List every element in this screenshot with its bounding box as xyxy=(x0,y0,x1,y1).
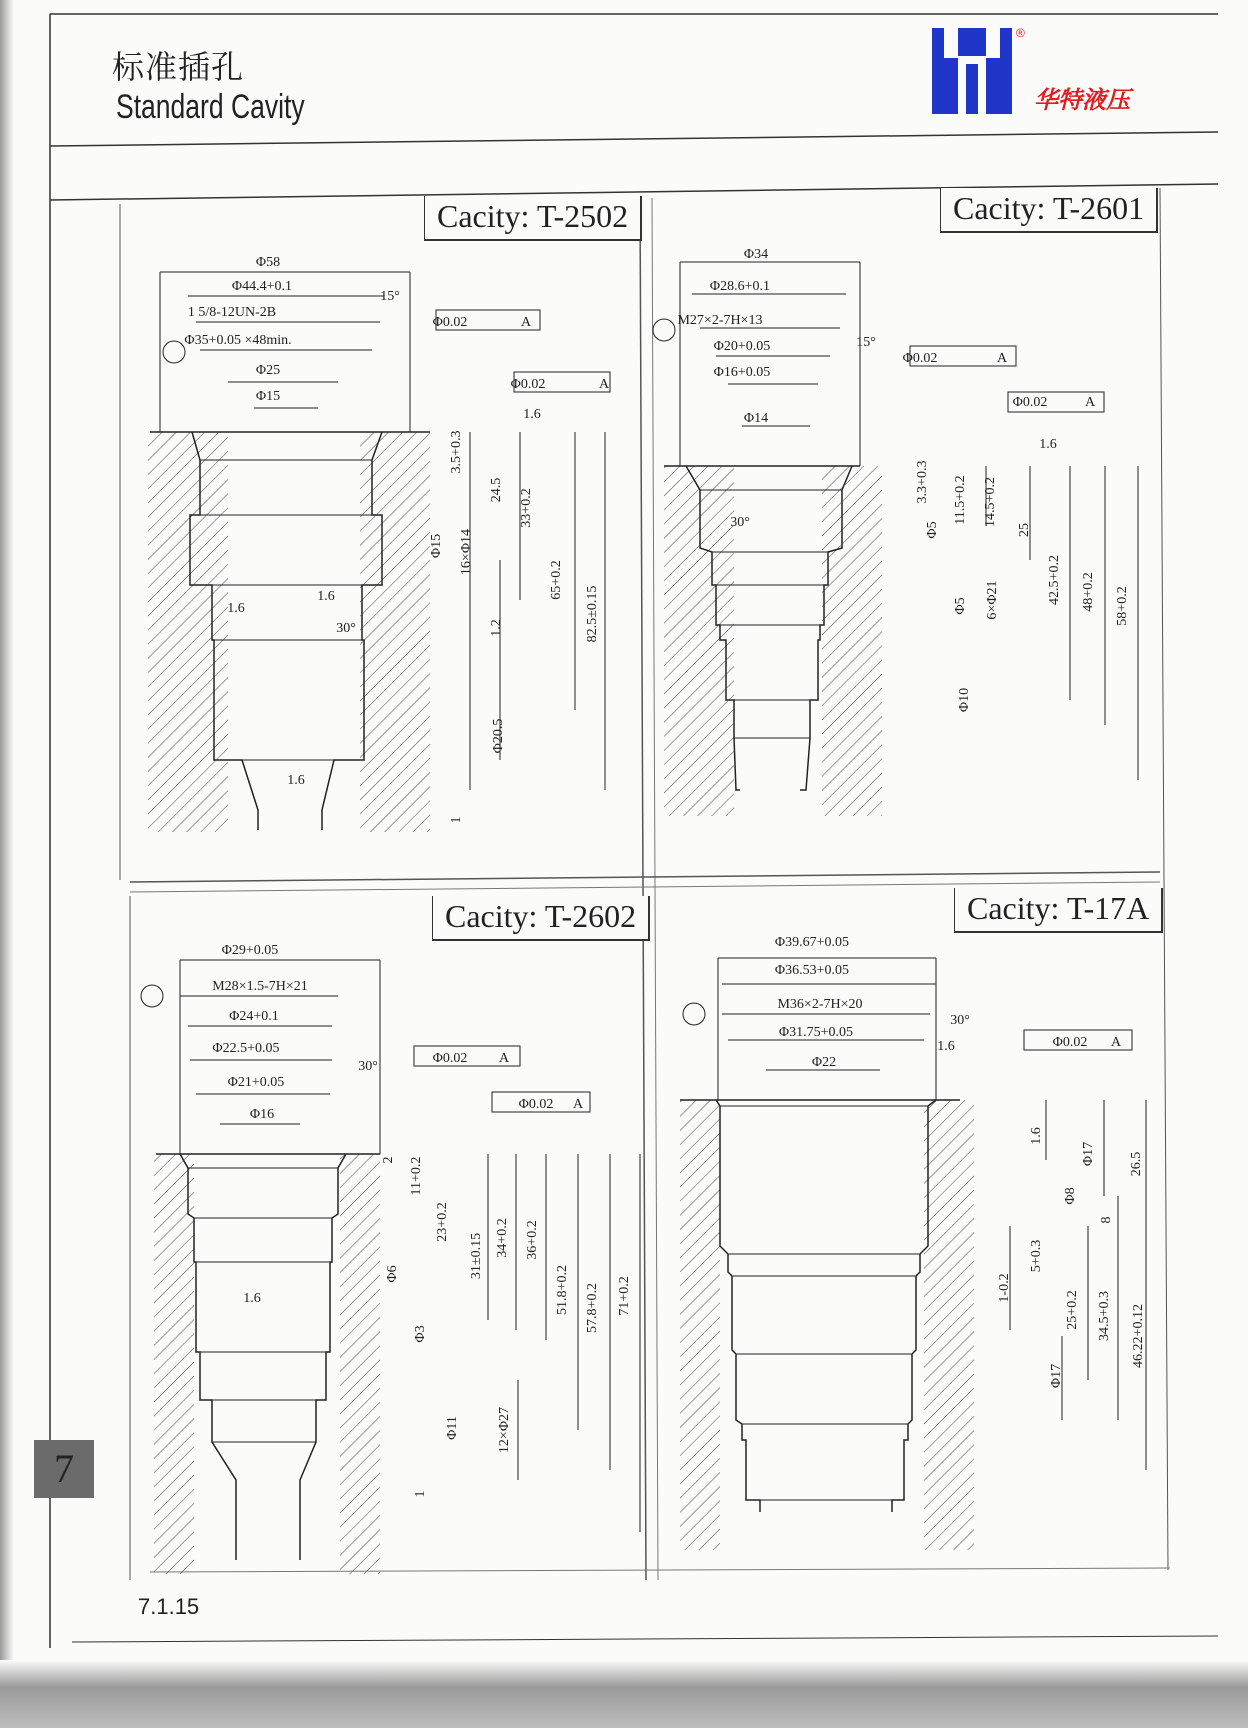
dimension-label: 1.6 xyxy=(287,773,305,788)
dimension-label: Φ0.02 xyxy=(432,1051,468,1066)
cavity-title-t2602: Cacity: T-2602 xyxy=(432,896,650,941)
dimension-label: 11.5+0.2 xyxy=(953,475,968,525)
dimension-label: Φ17 xyxy=(1049,1363,1064,1389)
dimension-label: M27×2-7H×13 xyxy=(677,313,763,328)
dimension-label: Φ5 xyxy=(925,521,940,539)
dimension-label: 1.6 xyxy=(227,601,245,616)
dimension-label: 58+0.2 xyxy=(1115,586,1130,626)
dimension-label: Φ21+0.05 xyxy=(227,1075,285,1090)
dimension-label: 30° xyxy=(336,621,356,636)
dimension-label: 65+0.2 xyxy=(549,560,564,600)
dimension-label: 1.6 xyxy=(937,1039,955,1054)
dimension-label: 30° xyxy=(950,1013,970,1028)
dimension-label: A xyxy=(520,315,532,330)
dimension-label: 25 xyxy=(1017,523,1032,537)
dimension-label: Φ17 xyxy=(1081,1141,1096,1167)
dimension-label: Φ5 xyxy=(953,597,968,615)
dimension-label: Φ22 xyxy=(811,1055,837,1070)
dimension-label: A xyxy=(996,351,1008,366)
dimension-label: Φ35+0.05 ×48min. xyxy=(184,333,292,348)
dimension-label: 1 5/8-12UN-2B xyxy=(187,305,277,320)
dimension-label: 24.5 xyxy=(489,477,504,503)
dimension-label: 11+0.2 xyxy=(409,1156,424,1196)
dimension-label: 51.8+0.2 xyxy=(555,1265,570,1315)
dimension-label: Φ6 xyxy=(385,1265,400,1283)
dimension-label: 30° xyxy=(730,515,750,530)
dimension-label: A xyxy=(498,1051,510,1066)
dimension-label: 1.6 xyxy=(317,589,335,604)
registered-mark: ® xyxy=(1016,26,1025,40)
dimension-label: 82.5±0.15 xyxy=(585,585,600,643)
dimension-label: Φ0.02 xyxy=(1052,1035,1088,1050)
dimension-label: 5+0.3 xyxy=(1029,1239,1044,1273)
dimension-label: 3.5+0.3 xyxy=(449,430,464,474)
dimension-label: 31±0.15 xyxy=(469,1232,484,1280)
dimension-label: Φ28.6+0.1 xyxy=(709,279,771,294)
dimension-label: 34.5+0.3 xyxy=(1097,1291,1112,1341)
t17a-dimension-labels xyxy=(775,935,1146,1388)
dimension-label: Φ22.5+0.05 xyxy=(212,1041,280,1056)
dimension-label: 71+0.2 xyxy=(617,1276,632,1316)
dimension-label: Φ24+0.1 xyxy=(229,1009,279,1024)
dimension-label: Φ34 xyxy=(743,247,769,262)
cavity-title-t2601: Cacity: T-2601 xyxy=(940,188,1158,233)
dimension-label: 26.5 xyxy=(1129,1151,1144,1177)
dimension-label: 33+0.2 xyxy=(519,488,534,528)
dimension-label: Φ0.02 xyxy=(432,315,468,330)
dimension-label: A xyxy=(1110,1035,1122,1050)
page-number-tab: 7 xyxy=(34,1440,94,1498)
dimension-label: 3.3+0.3 xyxy=(915,460,930,504)
cavity-title-t2502: Cacity: T-2502 xyxy=(424,196,642,241)
dimension-label: Φ8 xyxy=(1063,1187,1078,1205)
dimension-label: Φ44.4+0.1 xyxy=(231,279,293,294)
dimension-label: 1.6 xyxy=(1029,1127,1044,1145)
dimension-label: 23+0.2 xyxy=(435,1202,450,1242)
dimension-label: Φ0.02 xyxy=(518,1097,554,1112)
dimension-label: Φ14 xyxy=(743,411,769,426)
cavity-title-t17a: Cacity: T-17A xyxy=(954,888,1163,933)
dimension-label: 1.6 xyxy=(523,407,541,422)
dimension-label: 57.8+0.2 xyxy=(585,1283,600,1333)
dimension-label: 1.2 xyxy=(489,619,504,637)
dimension-label: Φ29+0.05 xyxy=(221,943,279,958)
dimension-label: Φ58 xyxy=(255,255,281,270)
dimension-label: 6×Φ21 xyxy=(985,580,1000,620)
scan-bottom-edge xyxy=(0,1660,1248,1728)
dimension-label: Φ16 xyxy=(249,1107,275,1122)
dimension-label: Φ15 xyxy=(429,533,444,559)
dimension-label: Φ15 xyxy=(255,389,281,404)
t2502-dimension-labels xyxy=(184,255,610,824)
dimension-label: A xyxy=(598,377,610,392)
dimension-label: 12×Φ27 xyxy=(497,1406,512,1454)
header-title-cn: 标准插孔 xyxy=(112,48,245,86)
dimension-label: Φ0.02 xyxy=(1012,395,1048,410)
dimension-label: 36+0.2 xyxy=(525,1220,540,1260)
dimension-label: 15° xyxy=(856,335,876,350)
t2602-dimension-labels xyxy=(212,943,632,1498)
dimension-label: 42.5+0.2 xyxy=(1047,555,1062,605)
page-reference: 7.1.15 xyxy=(138,1594,200,1619)
dimension-label: 1 xyxy=(449,816,464,824)
dimension-label: A xyxy=(572,1097,584,1112)
dimension-label: Φ20+0.05 xyxy=(713,339,771,354)
dimension-label: Φ16+0.05 xyxy=(713,365,771,380)
dimension-label: 14.5+0.2 xyxy=(983,477,998,527)
dimension-label: Φ20.5 xyxy=(491,718,506,754)
t2601-dimension-labels xyxy=(677,247,1130,712)
dimension-label: Φ0.02 xyxy=(902,351,938,366)
dimension-label: 2 xyxy=(381,1156,396,1164)
dimension-label: 16×Φ14 xyxy=(459,528,474,576)
dimension-label: M36×2-7H×20 xyxy=(777,997,863,1012)
dimension-label: 30° xyxy=(358,1059,378,1074)
dimension-label: 1.6 xyxy=(243,1291,261,1306)
dimension-label: Φ25 xyxy=(255,363,281,378)
dimension-label: A xyxy=(1084,395,1096,410)
dimension-label: Φ3 xyxy=(413,1325,428,1343)
dimension-label: Φ10 xyxy=(957,687,972,713)
dimension-label: 34+0.2 xyxy=(495,1218,510,1258)
dimension-label: 1 xyxy=(413,1490,428,1498)
dimension-label: 25+0.2 xyxy=(1065,1290,1080,1330)
dimension-label: 46.22+0.12 xyxy=(1131,1304,1146,1368)
dimension-label: Φ39.67+0.05 xyxy=(774,935,850,950)
dimension-label: 1-0.2 xyxy=(997,1273,1012,1303)
dimension-label: Φ0.02 xyxy=(510,377,546,392)
dimension-label: Φ31.75+0.05 xyxy=(778,1025,854,1040)
dimension-label: Φ11 xyxy=(445,1416,460,1440)
dimension-label: Φ36.53+0.05 xyxy=(774,963,850,978)
header-title-en: Standard Cavity xyxy=(116,88,305,126)
dimension-label: M28×1.5-7H×21 xyxy=(212,979,308,994)
dimension-label: 1.6 xyxy=(1039,437,1057,452)
dimension-label: 15° xyxy=(380,289,400,304)
dimension-label: 8 xyxy=(1099,1216,1114,1224)
dimension-label: 48+0.2 xyxy=(1081,572,1096,612)
brand-name-cn: 华特液压 xyxy=(1034,86,1130,114)
